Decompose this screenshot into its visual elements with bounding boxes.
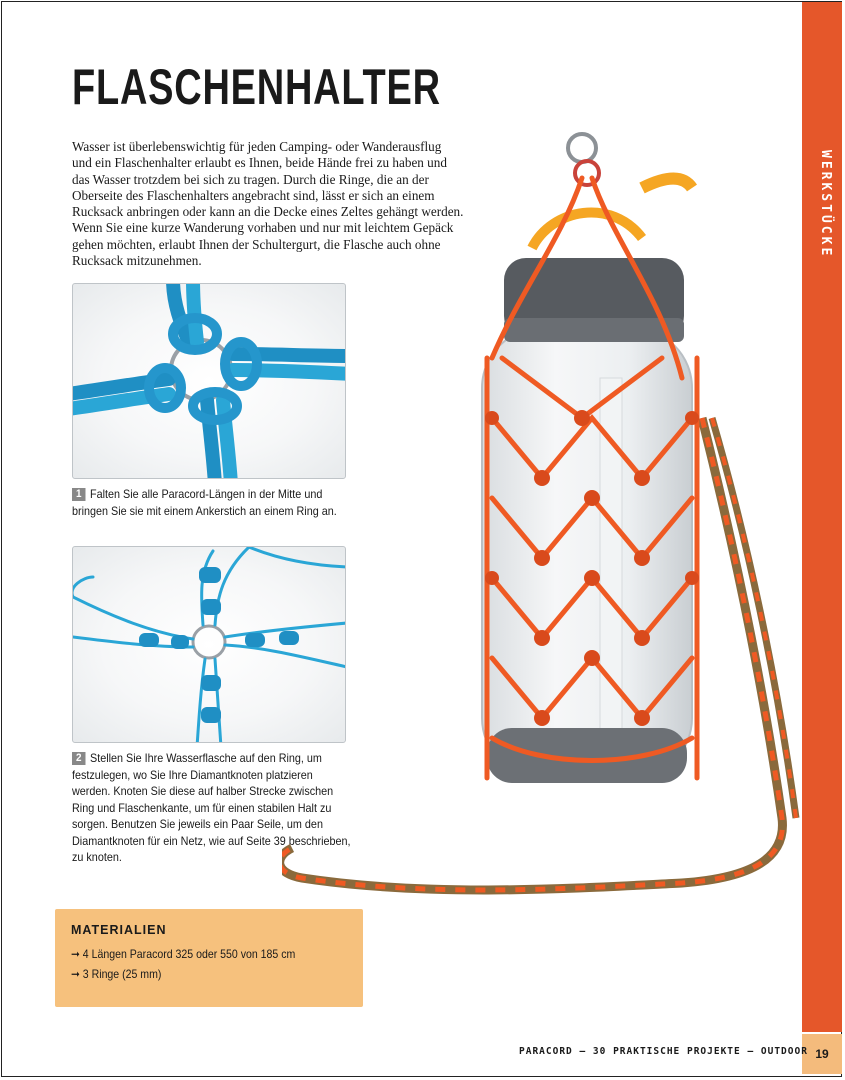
bottle-holder-photo <box>282 118 802 898</box>
page-number: 19 <box>802 1034 842 1074</box>
page-title: FLASCHENHALTER <box>72 59 441 115</box>
arrow-right-icon: ➞ <box>71 967 83 981</box>
step-2-text: Stellen Sie Ihre Wasserflasche auf den Ring, um festzulegen, wo Sie Ihre Diamantknoten platzieren werden. Knoten Sie diese auf halber Strecke zwischen Ring und Flaschenkante, um für einen stabilen Halt zu sorgen. Benutzen Sie jeweils ein Paar Seile, um den Diamantknoten für ein Netz, wie auf Seite 39 beschrieben, zu knoten. <box>72 751 351 864</box>
section-label: WERKSTÜCKE <box>818 150 833 259</box>
materials-box <box>55 909 363 1007</box>
intro-paragraph: Wasser ist überlebenswichtig für jeden Camping- oder Wanderausflug und ein Flaschenhalter erlaubt es Ihnen, beide Hände frei zu haben und das Wasser trotzdem bei sich zu tragen. Durch die Ringe, die an der Oberseite des Flaschenhalters angebracht sind, lässt er sich an einem Rucksack anbringen oder kann an die Decke eines Zeltes gehängt werden. Wenn Sie eine kurze Wanderung vorhaben und nur mit leichtem Gepäck gehen möchten, erlaubt Ihnen der Schultergurt, die Flasche auch ohne Rucksack mitzunehmen. <box>72 139 464 269</box>
materials-item: ➞ 4 Längen Paracord 325 oder 550 von 185 cm <box>71 947 296 961</box>
step-1-number: 1 <box>72 488 86 501</box>
step-1-text: Falten Sie alle Paracord-Längen in der Mitte und bringen Sie sie mit einem Ankerstich an einem Ring an. <box>72 487 337 518</box>
arrow-right-icon: ➞ <box>71 947 83 961</box>
step-2-number: 2 <box>72 752 86 765</box>
materials-item: ➞ 3 Ringe (25 mm) <box>71 967 162 981</box>
running-footer: PARACORD – 30 PRAKTISCHE PROJEKTE – OUTDOOR <box>519 1046 808 1057</box>
materials-title: MATERIALIEN <box>71 923 167 937</box>
